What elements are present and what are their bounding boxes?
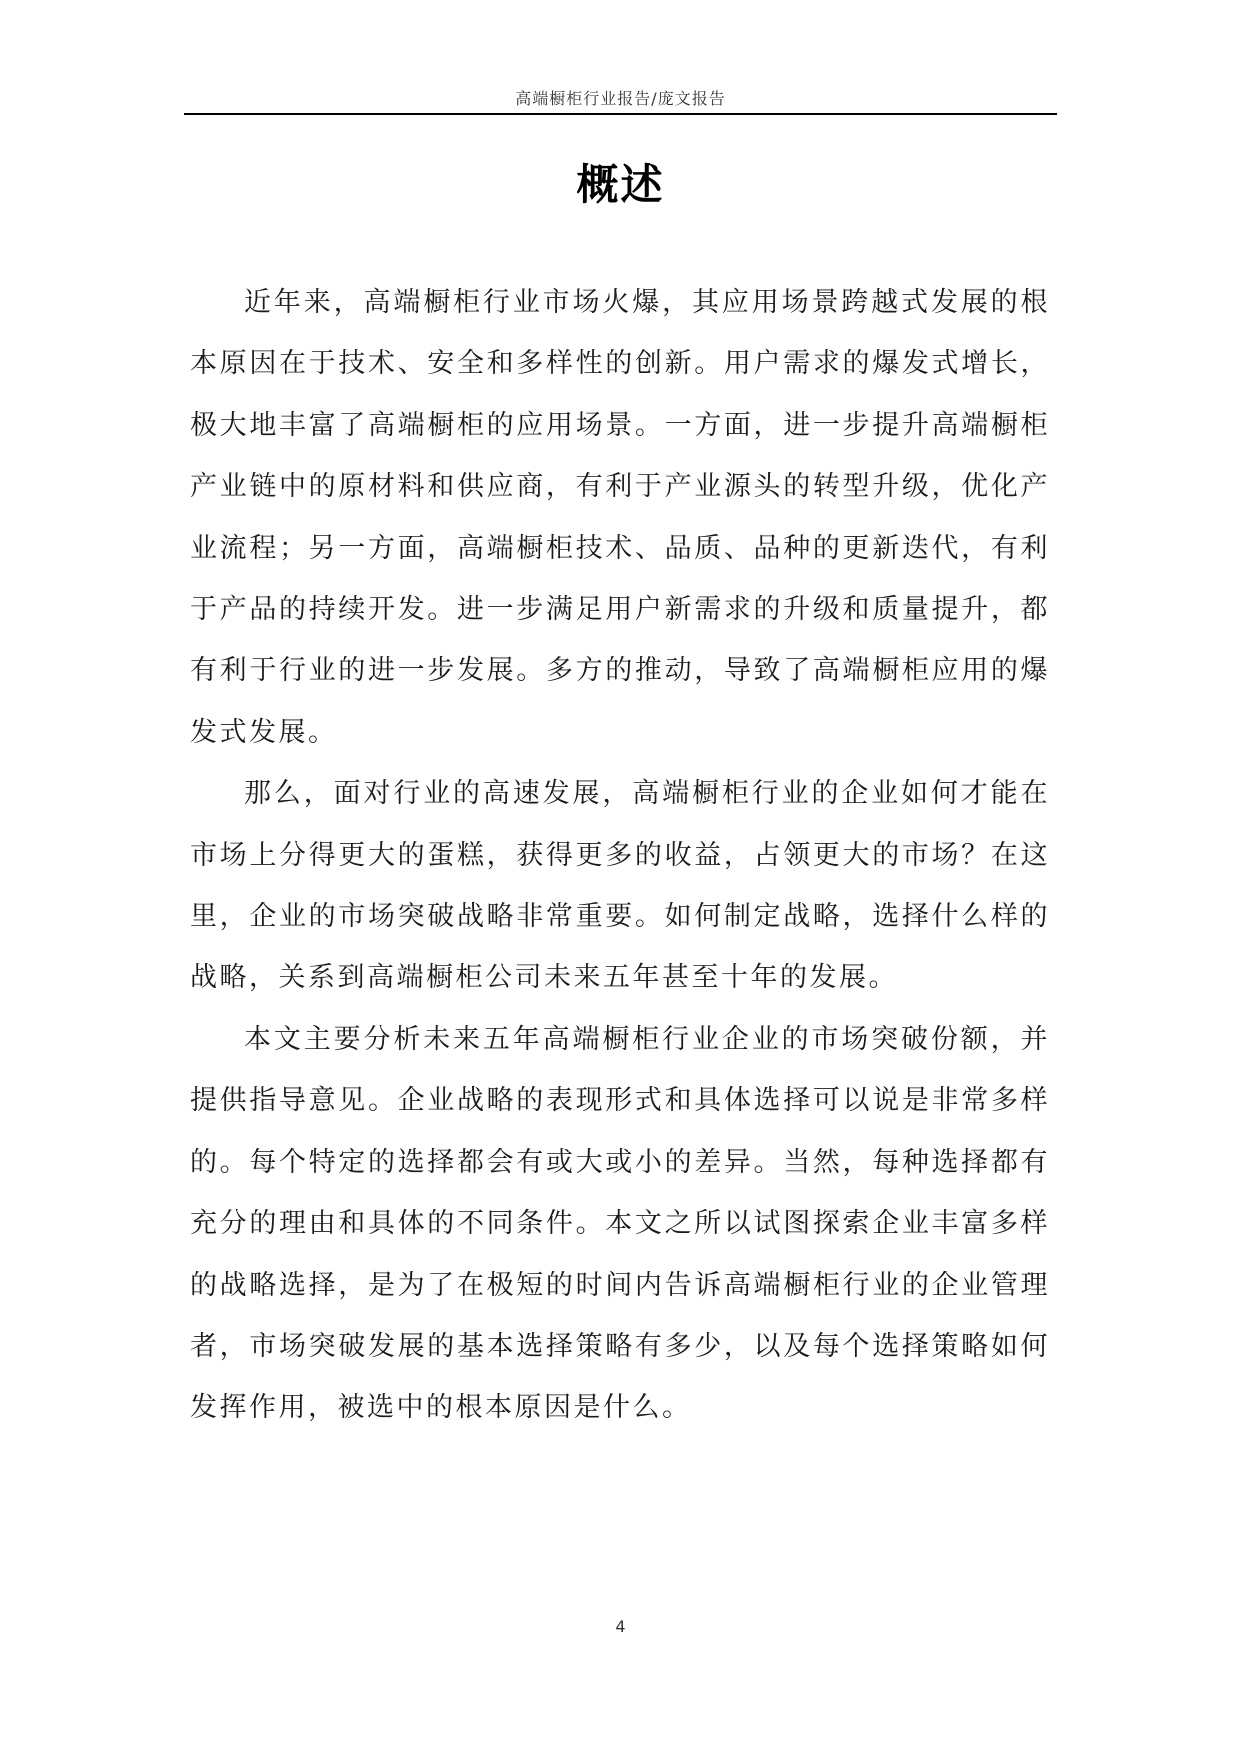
header-divider <box>184 113 1057 115</box>
paragraph: 本文主要分析未来五年高端橱柜行业企业的市场突破份额，并提供指导意见。企业战略的表现形式和具体选择可以说是非常多样的。每个特定的选择都会有或大或小的差异。当然，每种选择都有充分的理由和具体的不同条件。本文之所以试图探索企业丰富多样的战略选择，是为了在极短的时间内告诉高端橱柜行业的企业管理者，市场突破发展的基本选择策略有多少，以及每个选择策略如何发挥作用，被选中的根本原因是什么。 <box>190 1023 1050 1424</box>
paragraph: 那么，面对行业的高速发展，高端橱柜行业的企业如何才能在市场上分得更大的蛋糕，获得更多的收益，占领更大的市场？在这里，企业的市场突破战略非常重要。如何制定战略，选择什么样的战略，关系到高端橱柜公司未来五年甚至十年的发展。 <box>190 778 1050 994</box>
page-title: 概述 <box>576 160 665 209</box>
running-header: 高端橱柜行业报告/庞文报告 <box>515 89 726 108</box>
paragraph: 近年来，高端橱柜行业市场火爆，其应用场景跨越式发展的根本原因在于技术、安全和多样性的创新。用户需求的爆发式增长，极大地丰富了高端橱柜的应用场景。一方面，进一步提升高端橱柜产业链中的原材料和供应商，有利于产业源头的转型升级，优化产业流程；另一方面，高端橱柜技术、品质、品种的更新迭代，有利于产品的持续开发。进一步满足用户新需求的升级和质量提升，都有利于行业的进一步发展。多方的推动，导致了高端橱柜应用的爆发式发展。 <box>190 287 1050 748</box>
body-text <box>190 272 1050 1439</box>
page-number: 4 <box>615 1617 626 1636</box>
